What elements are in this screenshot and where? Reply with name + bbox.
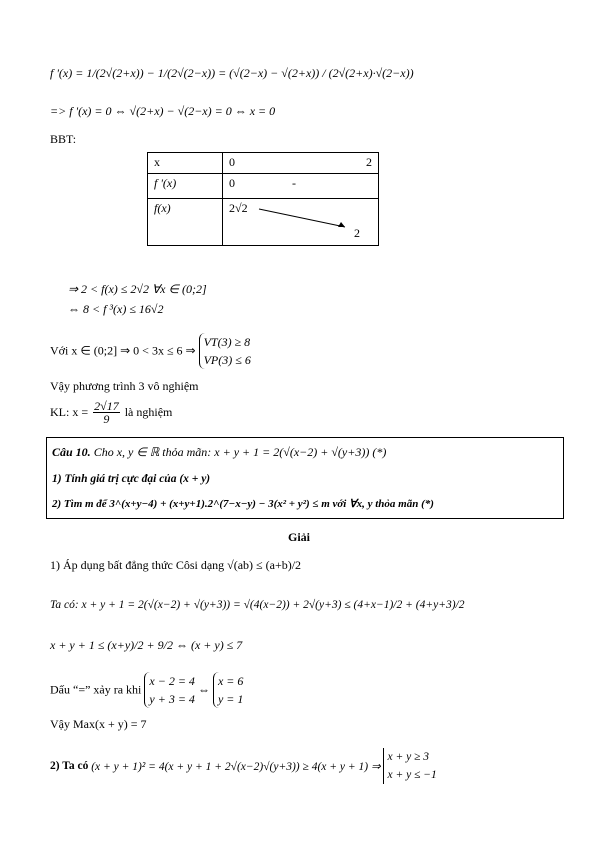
bracket-system: x + y ≥ 3 x + y ≤ −1	[383, 748, 436, 784]
derivative-zero: => f '(x) = 0 ⇔ √(2+x) − √(2−x) = 0 ⇔ x = 0	[50, 104, 276, 118]
inequality-1: ⇒ 2 < f(x) ≤ 2√2 ∀x ∈ (0;2]	[68, 282, 207, 296]
solution-step-1: 1) Áp dụng bất đẳng thức Côsi dạng √(ab) ≤ (a+b)/2	[50, 558, 302, 572]
table-cell: x	[148, 153, 223, 174]
table-cell: 2√2 2	[223, 199, 379, 246]
derivative-formula: f '(x) = 1/(2√(2+x)) − 1/(2√(2−x)) = (√(2−x) − √(2+x)) / (2√(2+x)·√(2−x))	[50, 66, 414, 80]
question-part-2: 2) Tìm m để 3^(x+y−4) + (x+y+1).2^(7−x−y) − 3(x² + y²) ≤ m với ∀x, y thỏa mãn (*)	[52, 498, 434, 510]
table-cell: 0 -	[223, 174, 379, 199]
kl-line: KL: x = $\frac{2√17}{9}$ là nghiệm	[50, 399, 173, 426]
system-brace: VT(3) ≥ 8 VP(3) ≤ 6	[199, 333, 251, 369]
condition-line: Với x ∈ (0;2] ⇒ 0 < 3x ≤ 6 ⇒ VT(3) ≥ 8 VP(3) ≤ 6	[50, 335, 251, 367]
variation-table	[147, 152, 379, 246]
kl-fraction: $\frac{2√17}{9}$	[94, 399, 119, 426]
table-cell: f(x)	[148, 199, 223, 246]
table-cell: f '(x)	[148, 174, 223, 199]
max-result: Vậy Max(x + y) = 7	[50, 717, 147, 731]
equality-condition: Dấu “=” xảy ra khi x − 2 = 4 y + 3 = 4 ⇔ x = 6 y = 1	[50, 674, 244, 706]
solution-step-3: x + y + 1 ≤ (x+y)/2 + 9/2 ⇔ (x + y) ≤ 7	[50, 638, 243, 652]
table-row	[148, 199, 379, 246]
conclusion-line: Vậy phương trình 3 vô nghiệm	[50, 379, 199, 393]
decreasing-arrow-icon	[257, 205, 357, 235]
solution-step-5: 2) Ta có (x + y + 1)² = 4(x + y + 1 + 2√(x−2)√(y+3)) ≥ 4(x + y + 1) ⇒ x + y ≥ 3 x + y ≤ −1	[50, 748, 437, 784]
bbt-label: BBT:	[50, 132, 77, 146]
solution-step-2: Ta có: x + y + 1 = 2(√(x−2) + √(y+3)) = √(4(x−2)) + 2√(y+3) ≤ (4+x−1)/2 + (4+y+3)/2	[50, 599, 465, 611]
table-cell: 0 2	[223, 153, 379, 174]
question-statement: Câu 10. Cho x, y ∈ ℝ thỏa mãn: x + y + 1 = 2(√(x−2) + √(y+3)) (*)	[52, 445, 387, 459]
inequality-2: ⇔ 8 < f ³(x) ≤ 16√2	[68, 302, 164, 316]
table-row	[148, 153, 379, 174]
table-row	[148, 174, 379, 199]
system-brace: x = 6 y = 1	[213, 672, 243, 708]
system-brace: x − 2 = 4 y + 3 = 4	[144, 672, 195, 708]
question-part-1: 1) Tính giá trị cực đại của (x + y)	[52, 473, 211, 485]
solution-heading: Giải	[288, 530, 311, 544]
